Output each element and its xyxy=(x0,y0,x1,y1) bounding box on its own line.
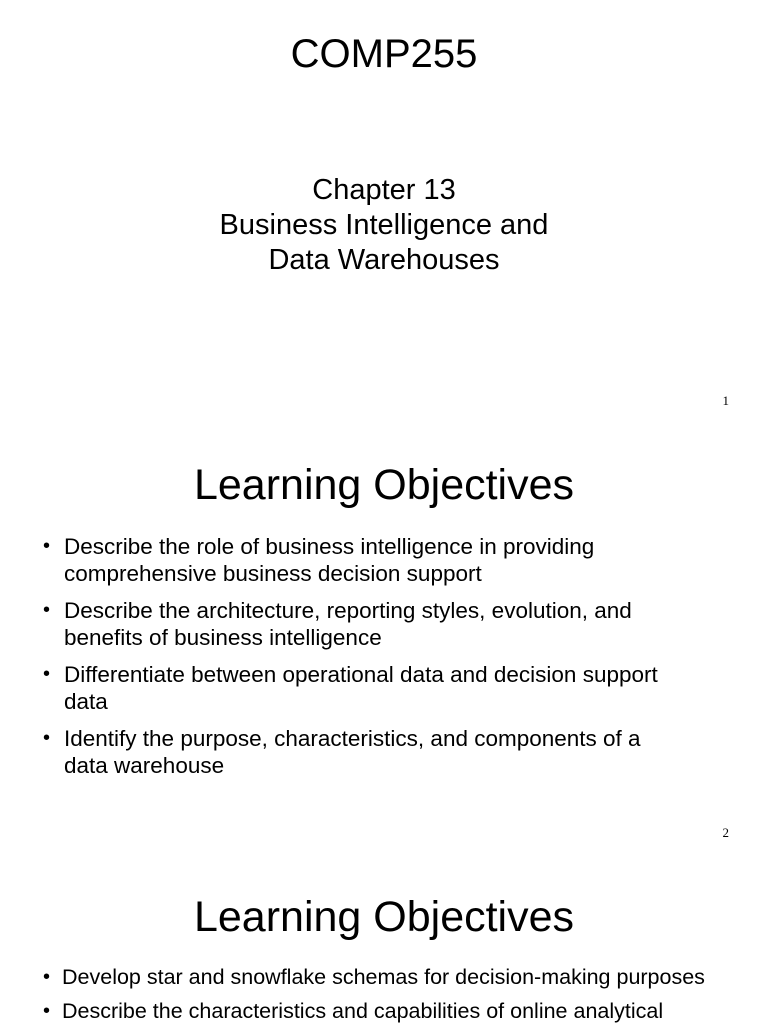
bullet-line: Describe the architecture, reporting styles, evolution, and xyxy=(64,598,632,623)
page-number: 1 xyxy=(722,393,729,408)
bullet-item xyxy=(40,533,740,587)
bullet-item xyxy=(40,964,740,991)
bullet-line: data warehouse xyxy=(64,753,225,778)
bullet-icon: • xyxy=(43,727,51,749)
bullet-line: Describe the role of business intelligence in providing xyxy=(64,534,595,559)
bullet-list xyxy=(40,964,740,1032)
subtitle-line: Data Warehouses xyxy=(268,244,500,276)
objectives-slide xyxy=(0,864,768,1024)
bullet-line: data xyxy=(64,689,108,714)
subtitle-line: Business Intelligence and xyxy=(219,209,549,241)
bullet-item xyxy=(40,597,740,651)
bullet-item xyxy=(40,998,740,1025)
slide-heading: Learning Objectives xyxy=(193,893,575,941)
bullet-line: Identify the purpose, characteristics, and components of a xyxy=(64,726,641,751)
subtitle-line: Chapter 13 xyxy=(312,174,456,206)
objectives-slide xyxy=(0,432,768,864)
bullet-line: Describe the characteristics and capabilities of online analytical xyxy=(62,999,664,1023)
bullet-line: benefits of business intelligence xyxy=(64,625,382,650)
bullet-item xyxy=(40,661,740,715)
bullet-list xyxy=(40,533,740,789)
bullet-icon: • xyxy=(43,966,51,988)
bullet-icon: • xyxy=(43,663,51,685)
bullet-icon: • xyxy=(43,599,51,621)
bullet-line: Differentiate between operational data and decision support xyxy=(64,662,658,687)
course-title: COMP255 xyxy=(290,32,478,76)
bullet-line: Develop star and snowflake schemas for decision-making purposes xyxy=(62,965,705,989)
title-slide xyxy=(0,0,768,432)
bullet-icon: • xyxy=(43,535,51,557)
chapter-subtitle xyxy=(0,173,768,278)
bullet-line: comprehensive business decision support xyxy=(64,561,482,586)
page-number: 2 xyxy=(722,825,729,840)
bullet-item xyxy=(40,725,740,779)
bullet-icon: • xyxy=(43,1000,51,1022)
slide-heading: Learning Objectives xyxy=(193,461,575,509)
